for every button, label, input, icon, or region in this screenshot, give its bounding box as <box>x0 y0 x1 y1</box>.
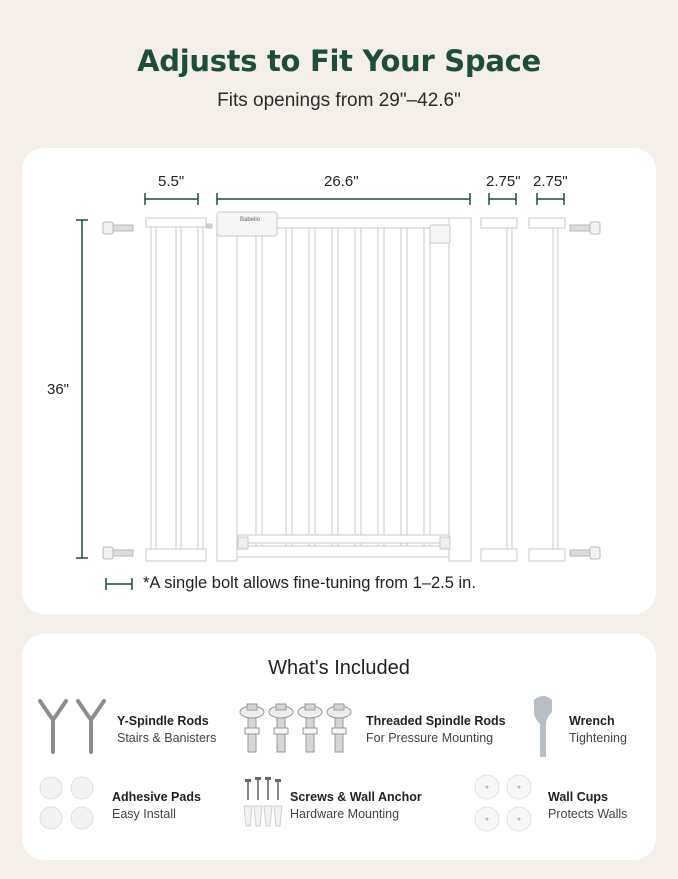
item-adhesive-pads-name: Adhesive Pads <box>112 790 201 804</box>
page-subtitle: Fits openings from 29"–42.6" <box>217 90 461 111</box>
item-threaded-rods-name: Threaded Spindle Rods <box>366 714 506 728</box>
item-wall-cups-name: Wall Cups <box>548 790 608 804</box>
extension-panel-small <box>146 218 212 561</box>
item-wrench-desc: Tightening <box>569 731 627 745</box>
item-adhesive-pads-desc: Easy Install <box>112 807 176 821</box>
item-wall-cups-desc: Protects Walls <box>548 807 628 821</box>
extension-small-width-label: 5.5" <box>158 173 185 190</box>
adjustment-note: *A single bolt allows fine-tuning from 1–2.5 in. <box>143 574 476 592</box>
gate-height-label: 36" <box>47 381 70 398</box>
extension-panel-a <box>481 218 517 561</box>
spindle-bolt-bottom-right-icon <box>570 547 600 559</box>
wrench-icon <box>534 696 552 757</box>
main-gate-panel <box>217 212 471 561</box>
dimension-lines <box>76 193 564 590</box>
wall-cup-icon <box>475 775 531 831</box>
extension-a-width-label: 2.75" <box>486 173 521 190</box>
item-y-spindle-desc: Stairs & Banisters <box>117 731 217 745</box>
item-wrench-name: Wrench <box>569 714 615 728</box>
item-screws-desc: Hardware Mounting <box>290 807 400 821</box>
spindle-bolt-bottom-left-icon <box>103 547 133 559</box>
spindle-bolt-top-left-icon <box>103 222 133 234</box>
item-threaded-rods-desc: For Pressure Mounting <box>366 731 494 745</box>
screw-anchor-icon <box>244 777 282 826</box>
y-spindle-rod-icon <box>40 701 104 752</box>
gate-width-label: 26.6" <box>324 173 359 190</box>
spindle-bolt-top-right-icon <box>570 222 600 234</box>
extension-panel-b <box>529 218 565 561</box>
adhesive-pad-icon <box>40 777 93 829</box>
page-title: Adjusts to Fit Your Space <box>137 44 541 78</box>
item-y-spindle-name: Y-Spindle Rods <box>117 714 209 728</box>
included-title: What's Included <box>268 657 410 679</box>
gate-brand-label: Babelio <box>240 217 261 223</box>
extension-b-width-label: 2.75" <box>533 173 568 190</box>
item-screws-name: Screws & Wall Anchor <box>290 790 422 804</box>
threaded-spindle-rod-icon <box>240 704 351 752</box>
